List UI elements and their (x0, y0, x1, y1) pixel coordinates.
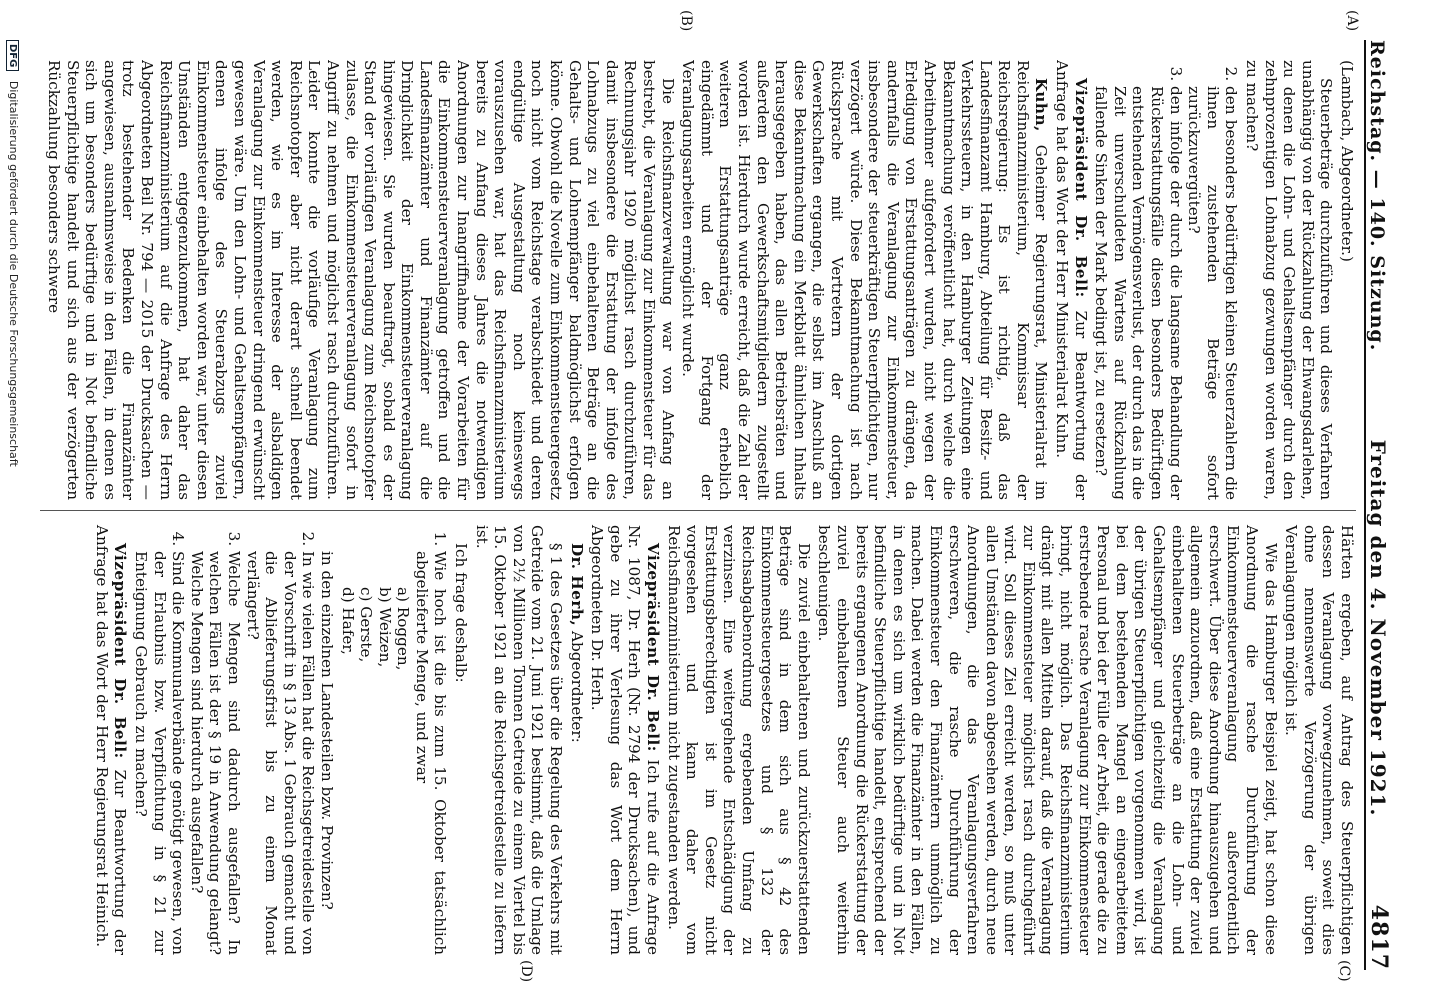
grain-item: c) Gerste, (357, 587, 376, 663)
left-column (40, 60, 1356, 500)
page-number: 4817 (1366, 904, 1392, 970)
running-head (1364, 40, 1406, 970)
dfg-logo: DFG (6, 40, 19, 71)
speaker-name: Vizepräsident Dr. Bell: (644, 543, 663, 752)
marginal-b: (B) (678, 10, 694, 32)
running-head-right: Freitag den 4. November 1921. (1366, 439, 1390, 817)
speaker-name: Kuhn, (1032, 78, 1051, 132)
list-item: 4. Sind die Kommunalverbände genötigt gewesen, von der Erlaubnis bzw. Verpflichtung in § 21 zur Enteignung Gebrauch zu machen? (131, 551, 187, 955)
paragraph: § 1 des Gesetzes über die Regelung des Verkehrs mit Getreide vom 21. Juni 1921 bestimmt, daß die Umlage von 2½ Millionen Tonnen Getreide zu einem Viertel bis 15. Oktober 1921 an die Reichsgetreidestelle zu liefern ist. (472, 525, 566, 955)
list-item-text: Wie hoch ist die bis zum 15. Oktober tatsächlich abgelieferte Menge, und zwar (412, 551, 450, 955)
running-head-left: Reichstag. — 140. Sitzung. (1366, 40, 1388, 352)
digitization-credit (6, 40, 20, 467)
marginal-a: (A) (1344, 10, 1360, 32)
paragraph: Ich frage deshalb: (452, 543, 471, 683)
paragraph: Steuerbeträge durchzuführen und dieses Verfahren unabhängig von der Rückzahlung der Ehwangsdarlehen, zu denen die Lohn- und Gehaltsempfänger durch den zehnprozentigen Lohnabzug gezwungen worden waren, zu machen? (1243, 60, 1336, 500)
list-item: 3. den infolge der durch die langsame Behandlung der Rückerstattungsfälle diesen besonders Bedürftigen entstehenden Vermögensverlust, der durch das in die Zeit unverschuldeten Wartens auf Rückzahlung fallende Sinken der Mark bedingt ist, zu ersetzen? (1092, 86, 1185, 500)
paragraph: Die zuviel einbehaltenen und zurückzuerstattenden Beträge sind in dem sich aus § 42 des Einkommensteuergesetzes und § 132 der Reichsabgabenordnung ergebenden Umfang zu verzinsen. Eine weitergehende Entschädigung der Erstattungsberechtigten ist im Gesetz nicht vorgesehen und kann daher vom Reichsfinanzministerium nicht zugestanden werden. (664, 525, 813, 955)
list-item: 2. den besonders bedürftigen kleinen Steuerzahlern die ihnen zustehenden Beträge sofort zurückzuvergüten? (1185, 86, 1241, 500)
paragraph (679, 60, 1051, 500)
paragraph (1053, 60, 1090, 500)
question-list (131, 525, 449, 955)
paragraph-text: Zur Beantwortung der Anfrage hat das Wort der Herr Ministerialrat Kuhn. (1053, 60, 1090, 500)
paragraph (92, 525, 129, 955)
paragraph (567, 525, 586, 955)
speaker-tag: (Lambach, Abgeordneter.) (1338, 60, 1356, 262)
speaker-name: Vizepräsident Dr. Bell: (111, 543, 130, 759)
grain-item: d) Hafer, (338, 587, 357, 655)
paragraph-text: Abgeordneter: (567, 631, 586, 743)
paragraph-text: Ich rufe auf die Anfrage Nr. 1087, Dr. Herh (Nr. 2794 der Drucksachen), und gebe zu ihrer Verlesung das Wort dem Herrn Abgeordneten Dr. Herh. (588, 525, 663, 955)
paragraph: Härten ergeben, auf Antrag des Steuerpflichtigen dessen Veranlagung vorwegzunehmen, soweit dies ohne nennenswerte Verzögerung der übrigen Veranlagungen möglich ist. (1282, 525, 1356, 955)
marginal-c: (C) (1336, 960, 1352, 982)
paragraph-text: Zur Beantwortung der Anfrage hat das Wort der Herr Regierungsrat Heinich. (92, 525, 130, 955)
right-column (40, 510, 1356, 955)
list-item-text: in den einzelnen Landesteilen bzw. Provinzen? (317, 551, 336, 910)
paragraph-text: Geheimer Regierungsrat, Ministerialrat im Reichsfinanzministerium, Kommissar der Reichsregierung: Es ist richtig, daß das Landesfinanzamt Hamburg, Abteilung für Besitz- und Verkehrssteuern, in den Hamburger Zeitungen eine Bekanntmachung veröffentlicht hat, durch welche die Arbeitnehmer aufgefordert wurden, nicht wegen der Erledigung von Erstattungsanträgen zu drängen, da andernfalls die Veranlagung zur Einkommensteuer, insbesondere der steuerkräftigen Steuerpflichtigen, nur verzögert würde. Diese Bekanntmachung ist nach Rücksprache mit Vertretern der dortigen Gewerkschaften ergangen, die selbst im Anschluß an diese Bekanntmachung ein Merkblatt ähnlichen Inhalts herausgegeben haben, das allen Betriebsräten und außerdem den Gewerkschaftsmitgliedern zugestellt worden ist. Hierdurch wurde erreicht, daß die Zahl der weiteren Erstattungsanträge ganz erheblich eingedämmt und der Fortgang der Veranlagungsarbeiten ermöglicht wurde. (679, 60, 1051, 500)
list-item: 2. In wie vielen Fällen hat die Reichsgetreidestelle von der Vorschrift in § 13 Abs. 1 Gebrauch gemacht und die Ablieferungsfrist bis zu einem Monat verlängert? (243, 551, 317, 955)
list-item (317, 551, 449, 955)
grain-item: b) Weizen, (375, 587, 394, 668)
paragraph: Wie das Hamburger Beispiel zeigt, hat schon diese Anordnung die rasche Durchführung der Einkommensteuerveranlagung außerordentlich erschwert. Über diese Anordnung hinauszugehen und allgemein anzuordnen, daß eine Erstattung der zuviel einbehaltenen Steuerbeträge an die Lohn- und Gehaltsempfänger und gleichzeitig die Veranlagung der übrigen Steuerpflichtigen vorgenommen wird, ist bei dem bestehenden Mangel an eingearbeitetem Personal und bei der Fülle der Arbeit, die gerade die zu erstrebende rasche Veranlagung zur Einkommensteuer bringt, nicht möglich. Das Reichsfinanzministerium drängt mit allen Mitteln darauf, daß die Veranlagung zur Einkommensteuer möglichst rasch durchgeführt wird. Soll dieses Ziel erreicht werden, so muß unter allen Umständen davon abgesehen werden, durch neue Anordnungen, die das Veranlagungsverfahren erschweren, die rasche Durchführung der Einkommensteuer den Finanzämtern unmöglich zu machen. Dabei werden die Finanzämter in den Fällen, in denen es sich um wirklich bedürftige und in Not befindliche Steuerpflichtige handelt, entsprechend der bereits ergangenen Anordnung die Rückerstattung der zuviel einbehaltenen Steuer auch weiterhin beschleunigen. (815, 525, 1280, 955)
question-list (1092, 60, 1241, 500)
speaker-name: Vizepräsident Dr. Bell: (1071, 78, 1090, 298)
marginal-d: (D) (518, 960, 534, 983)
grain-list (338, 587, 412, 955)
grain-item: a) Roggen, (394, 587, 413, 671)
paragraph (588, 525, 662, 955)
list-item: 3. Welche Mengen sind dadurch ausgefallen? In welchen Fällen ist der § 19 in Anwendung gelangt? Welche Mengen sind hierdurch ausgefallen? (187, 551, 243, 955)
speaker-name: Dr. Herh, (567, 543, 586, 627)
credit-text: Digitalisierung gefördert durch die Deutsche Forschungsgemeinschaft (7, 80, 20, 467)
paragraph: Die Reichsfinanzverwaltung war von Anfang an bestrebt, die Veranlagung zur Einkommensteuer für das Rechnungsjahr 1920 möglichst rasch durchzuführen, damit insbesondere die Erstattung der infolge des Lohnabzugs zu viel einbehaltenen Beträge an die Gehalts- und Lohnempfänger baldmöglichst erfolgen könne. Obwohl die Novelle zum Einkommensteuergesetz noch nicht vom Reichstage verabschiedet und deren endgültige Ausgestaltung noch keineswegs vorauszusehen war, hat das Reichsfinanzministerium bereits zu Anfang dieses Jahres die notwendigen Anordnungen zur Inangriffnahme der Vorarbeiten für die Einkommensteuerveranlagung getroffen und die Landesfinanzämter und Finanzämter auf die Dringlichkeit der Einkommensteuerveranlagung hingewiesen. Sie wurden beauftragt, sobald es der Stand der vorläufigen Veranlagung zum Reichsnotopfer zulasse, die Einkommensteuerveranlagung sofort in Angriff zu nehmen und möglichst rasch durchzuführen. Leider konnte die vorläufige Veranlagung zum Reichsnotopfer aber nicht derart schnell beendet werden, wie es im Interesse der alsbaldigen Veranlagung zur Einkommensteuer dringend erwünscht gewesen wäre. Um den Lohn- und Gehaltsempfängern, denen infolge des Steuerabzugs zuviel Einkommensteuer einbehalten worden war, unter diesen Umständen entgegenzukommen, hat daher das Reichsfinanzministerium auf die Anfrage des Herrn Abgeordneten Beil Nr. 794 — 2015 der Drucksachen — trotz bestehender Bedenken die Finanzämter angewiesen, ausnahmsweise in den Fällen, in denen es sich um besonders bedürftige und in Not befindliche Steuerpflichtige handelt und sich aus der verzögerten Rückzahlung besonders schwere (45, 60, 677, 500)
